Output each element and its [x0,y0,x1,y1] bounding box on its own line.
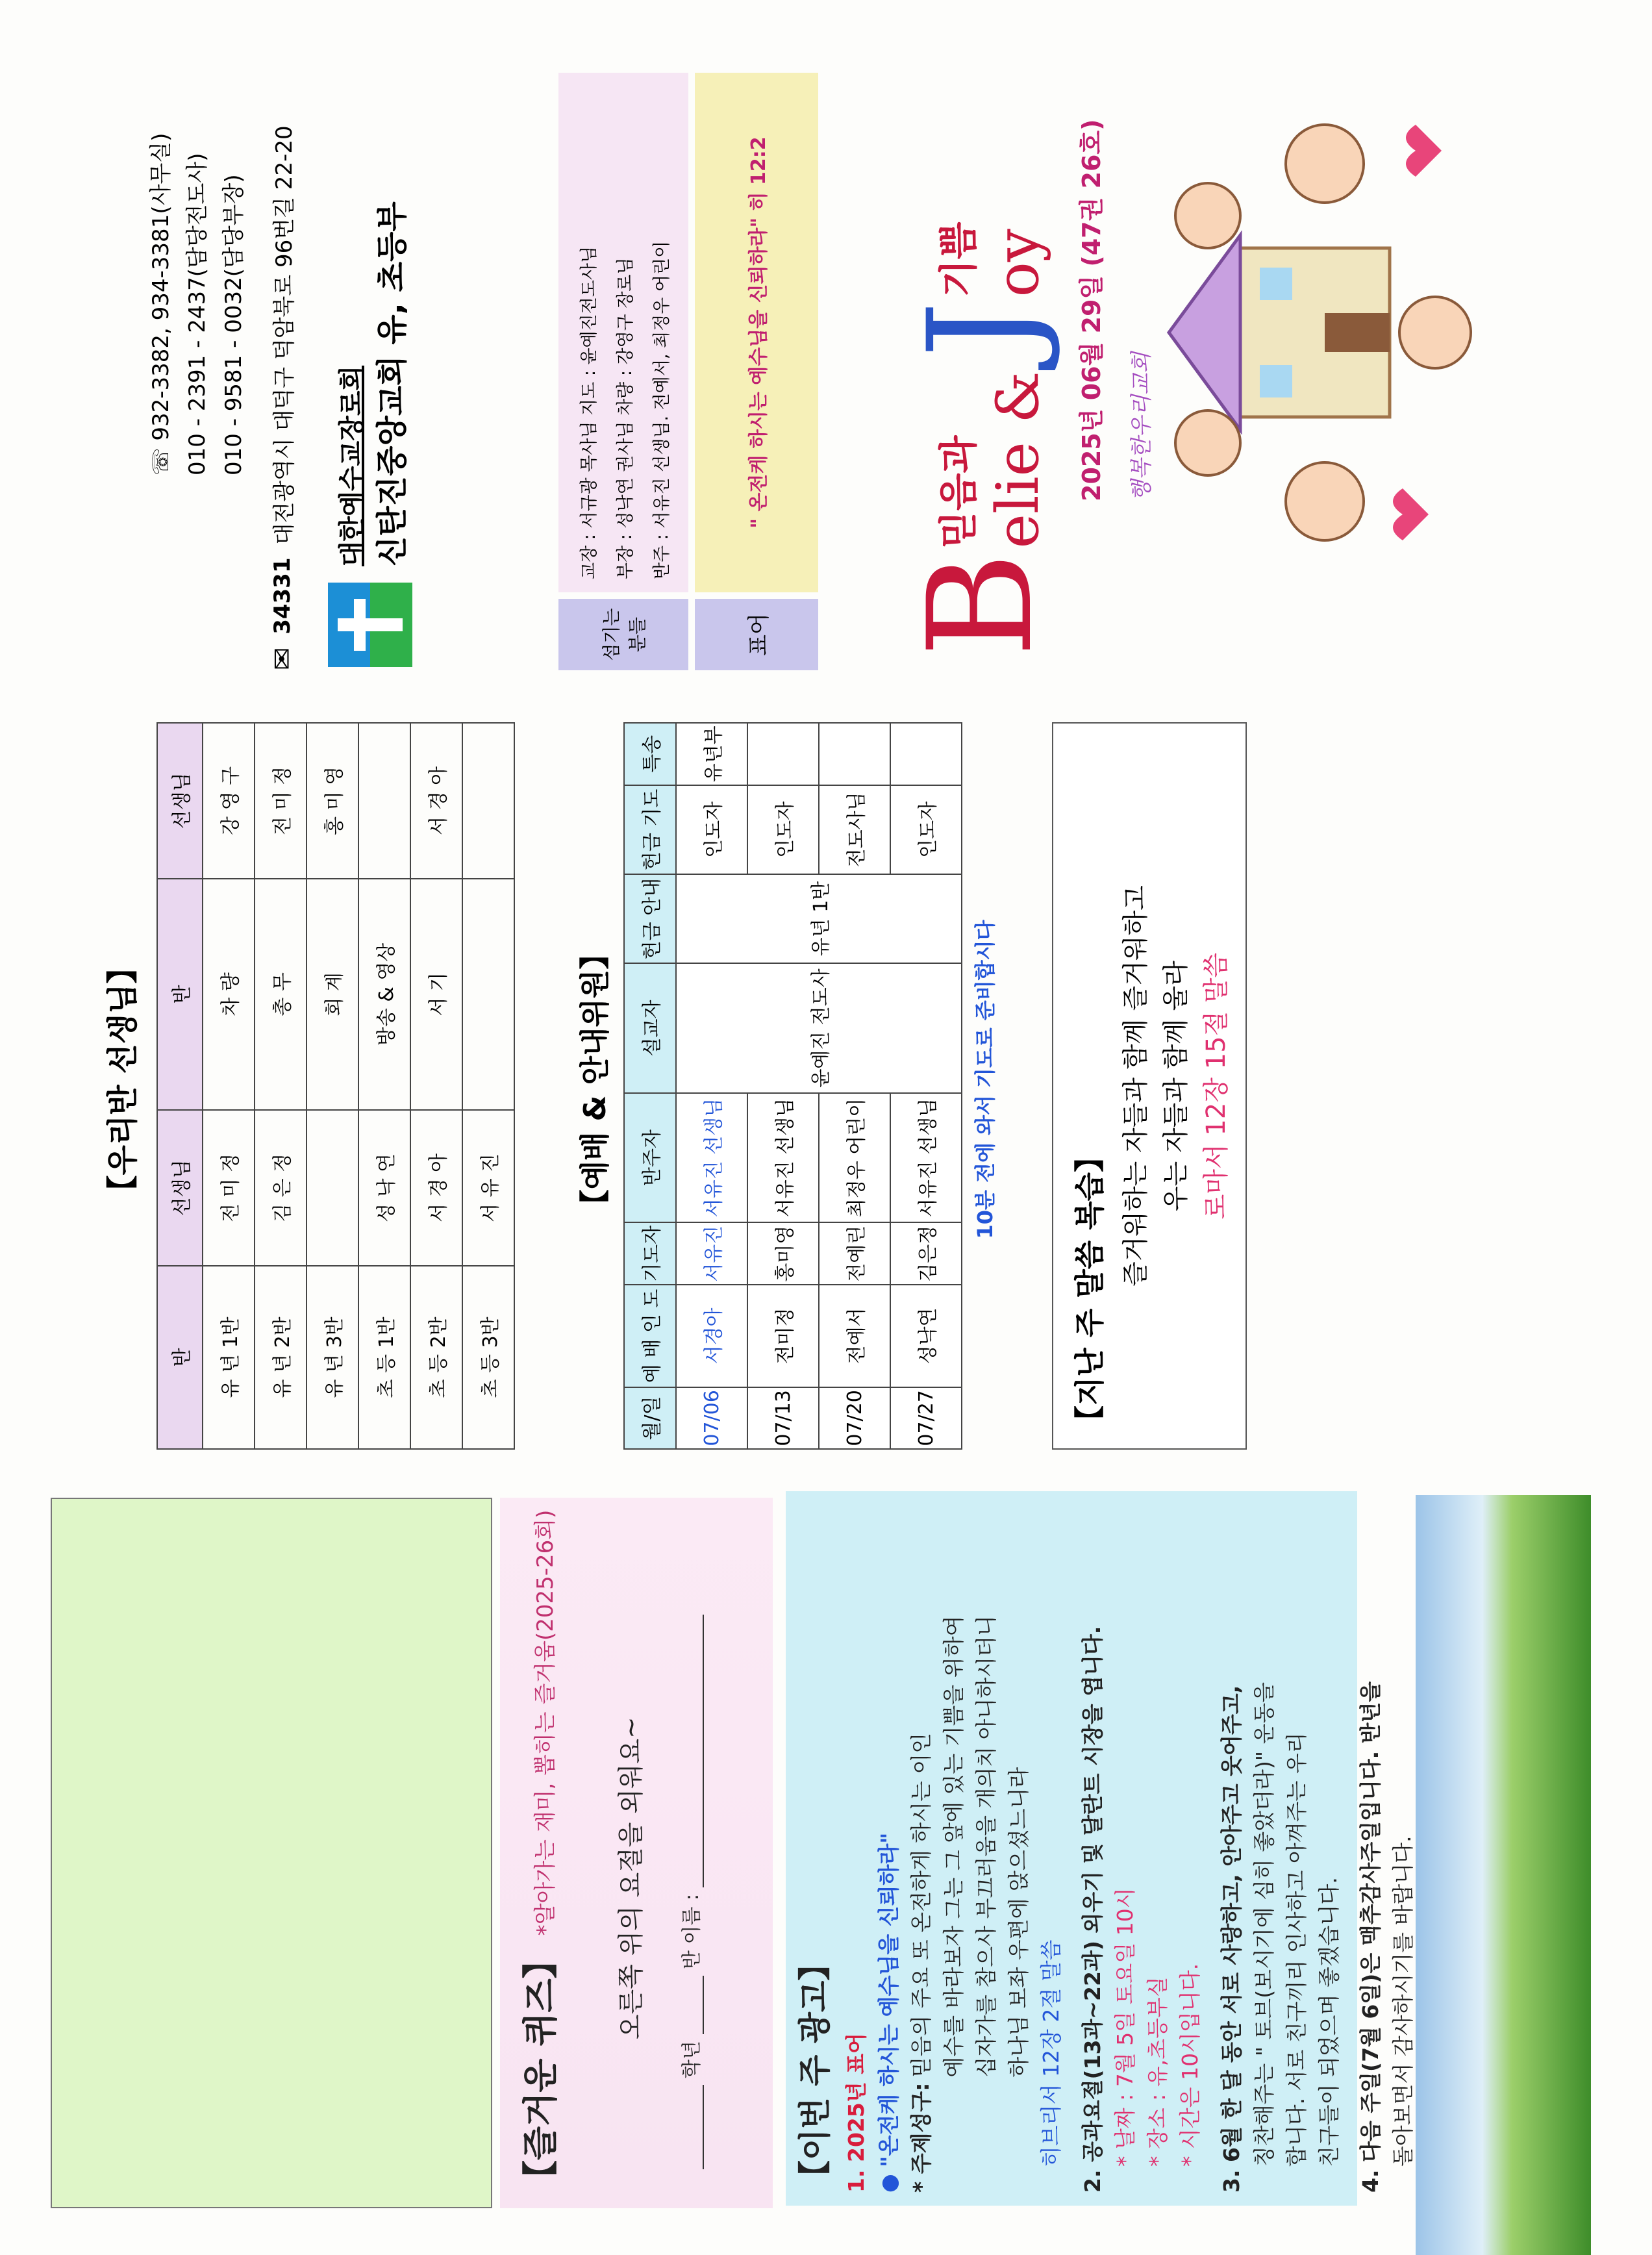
item4-line: 돌아보면서 감사하시기를 바랍니다. [1390,1835,1416,2167]
kids-house-illustration [1130,86,1494,579]
field-photo [1416,1495,1591,2255]
schedule-cell: 전예서 [819,1285,890,1387]
teachers-cell: 강 영 구 [203,723,255,879]
preacher-cell: 윤예진 전도사 [676,963,962,1093]
schedule-footer: 10분 전에 와서 기도로 준비합시다 [973,920,997,1239]
item4-line: 4. 다음 주일(7월 6일)은 맥추감사주일입니다. 반년을 [1358,1681,1383,2193]
title-elie: elie & [984,371,1052,549]
schedule-heading: 【예배 & 안내위원】 [577,939,612,1220]
church-name: 신탄진중앙교회 유, 초등부 [374,201,410,566]
schedule-cell: 서유진 선생님 [890,1093,962,1223]
masthead [896,47,1610,670]
teachers-header: 선생님 [157,1110,203,1266]
phone-icon: ☏ [148,440,174,475]
teachers-header: 반 [157,1266,203,1449]
kids-house-icon [1130,86,1494,579]
item3-line: 3. 6월 한 달 동안 서로 사랑하고, 안아주고 웃어주고, [1219,1685,1244,2193]
phone-office: 932-3382, 934-3381(사무실) [148,132,174,441]
teachers-cell: 서 경 아 [410,1110,462,1266]
teachers-row [462,723,514,1449]
special-cell [890,723,962,785]
item2-place: * 장소 : 유,초등부실 [1145,1976,1170,2167]
church-name-art: 행복한우리교회 [1129,352,1155,501]
special-cell [747,723,819,785]
mail-icon: ✉ [266,647,298,670]
item2-date: * 날짜 : 7월 5일 토요일 10시 [1112,1887,1138,2167]
schedule-header: 헌금 안내 [624,874,676,963]
teachers-header: 반 [157,879,203,1110]
schedule-section [571,709,1026,1450]
motto-label: 표어 [695,599,818,670]
schedule-cell: 김은정 [890,1222,962,1285]
teachers-cell: 서 경 아 [410,723,462,879]
item1-motto: "온전케 하시는 예수님을 신뢰하라" [876,1832,901,2167]
item3-line: 친구들이 되었으며 좋겠습니다. [1316,1877,1342,2167]
verse-line: 하나님 보좌 우편에 앉으셨느니라 [1006,1767,1031,2078]
title-letter-b: B [897,552,1064,657]
schedule-cell: 전미정 [747,1285,819,1387]
name-blank[interactable] [703,1615,704,1887]
phone-director: 010 - 9581 - 0032(담당부장) [221,174,247,475]
offering-prayer-cell: 인도자 [676,785,747,874]
quiz-note: *알아가는 재미, 뽑히는 즐거움(2025-26회) [532,1509,558,1936]
schedule-cell: 07/06 [676,1387,747,1449]
schedule-header: 월/일 [624,1387,676,1449]
title-letter-j: J [897,301,1064,359]
quiz-answer-box[interactable] [51,1498,492,2208]
serve-label: 섬기는 분들 [558,599,688,670]
grade-suffix: 학년 [681,2041,703,2078]
serve-line: 반주 : 서유진 선생님. 전예서, 최정우 어린이 [652,240,672,579]
motto-text: " 온전케 하시는 예수님을 신뢰하라" 히 12:2 [695,73,818,592]
denomination: 대한예수교장로회 [337,365,367,566]
address: 대전광역시 대덕구 덕암북로 96번길 22-20 [271,125,297,545]
teachers-row [203,723,255,1449]
schedule-header: 예 배 인 도 [624,1285,676,1387]
teachers-cell: 김 은 정 [255,1110,307,1266]
teachers-cell: 성 낙 연 [358,1110,410,1266]
grade-blank[interactable] [703,2085,704,2169]
offering-prayer-cell: 전도사님 [819,785,890,874]
teachers-cell: 총 무 [255,879,307,1110]
review-line: 우는 자들과 함께 울라 [1161,961,1191,1211]
teachers-cell: 초 등 1반 [358,1266,410,1449]
teachers-row [410,723,462,1449]
teachers-cell: 전 미 정 [255,723,307,879]
review-ref: 로마서 12장 15절 말씀 [1201,952,1231,1220]
teachers-cell: 차 량 [203,879,255,1110]
teachers-cell: 회 계 [307,879,358,1110]
item1-title: 1. 2025년 표어 [844,2033,869,2193]
verse-ref: 히브리서 12장 2절 말씀 [1038,1939,1064,2167]
schedule-cell: 서유진 선생님 [676,1093,747,1223]
teachers-cell: 초 등 3반 [462,1266,514,1449]
schedule-cell: 07/27 [890,1387,962,1449]
teachers-header: 선생님 [157,723,203,879]
teachers-cell: 전 미 정 [203,1110,255,1266]
zip-code: 34331 [269,557,295,635]
title-oy: oy [984,229,1052,297]
schedule-cell: 서경아 [676,1285,747,1387]
schedule-cell: 전예린 [819,1222,890,1285]
offering-prayer-cell: 인도자 [890,785,962,874]
schedule-header: 특송 [624,723,676,785]
offering-prayer-cell: 인도자 [747,785,819,874]
teachers-cell: 초 등 2반 [410,1266,462,1449]
teachers-cell [462,879,514,1110]
serve-line: 부장 : 성낙연 권사님 차량 : 강영구 장로님 [616,257,636,579]
teachers-cell: 유 년 2반 [255,1266,307,1449]
item2-time: * 시간은 10시입니다. [1177,1963,1203,2167]
teachers-cell: 유 년 1반 [203,1266,255,1449]
schedule-header: 설교자 [624,963,676,1093]
teachers-cell: 홍 미 영 [307,723,358,879]
verse-line: 예수를 바라보자 그는 그 앞에 있는 기쁨을 위하여 [941,1615,966,2078]
title-kor-joy: 기쁨 [936,221,982,297]
schedule-cell: 07/13 [747,1387,819,1449]
offering-guide-cell: 유년 1반 [676,874,962,963]
review-line: 즐거워하는 자들과 함께 즐거워하고 [1121,885,1151,1287]
title-kor-faith: 믿음과 [936,435,982,549]
schedule-header: 반주자 [624,1093,676,1223]
class-suffix: 반 이름 : [681,1893,703,1970]
announcements-section: 【이번 주 광고】 1. 2025년 표어 ● "온전케 하시는 예수님을 신뢰하라" * 주제성구: 믿음의 주요 또 온전하게 하시는 이인 예수를 바라보자 그는 그 앞에 있는 기쁨을 위하여 십자가를 참으사 부끄러움을 개의치 아니하시더니 하나님 보좌 우편에 앉으셨느니라 히브리서 12장 2절 말씀 2. 공과요절(13과~22과) 외우기 및 달란트 시장을 엽니다. * 날짜 : 7월 5일 토요일 10시 * 장소 : 유,초등부실 * 시간은 10시입니다. 3. 6월 한 달 동안 서로 사랑하고, 안아주고 웃어주고, 칭찬해주는 " 토브(보시기에 심히 좋았더라)" 운동을 합니다. 서로 친구끼리 인사하고 아껴주는 우리 친구들이 되었으며 좋겠습니다. 4. 다음 주일(7월 6일)은 맥추감사주일입니다. 반년을 돌아보면서 감사하시기를 바랍니다. [786,1491,1357,2206]
schedule-cell: 성낙연 [890,1285,962,1387]
verse-line: 믿음의 주요 또 온전하게 하시는 이인 [908,1732,934,2078]
verse-label: * 주제성구: [908,2082,934,2193]
schedule-row [676,723,747,1449]
teachers-cell: 유 년 3반 [307,1266,358,1449]
item2: 2. 공과요절(13과~22과) 외우기 및 달란트 시장을 엽니다. [1080,1626,1105,2193]
quiz-section [500,1498,773,2208]
teachers-row [255,723,307,1449]
class-blank[interactable] [703,1976,704,2034]
schedule-header: 기도자 [624,1222,676,1285]
schedule-cell: 최정우 어린이 [819,1093,890,1223]
schedule-cell: 서유진 선생님 [747,1093,819,1223]
schedule-cell: 서유진 [676,1222,747,1285]
teachers-row [358,723,410,1449]
item3-line: 합니다. 서로 친구끼리 인사하고 아껴주는 우리 [1284,1732,1309,2167]
review-heading: 【지난 주 말씀 복습】 [1072,1142,1107,1435]
special-cell [819,723,890,785]
teachers-row [307,723,358,1449]
schedule-table [623,722,962,1450]
teachers-section [97,709,545,1450]
schedule-header: 헌금 기도 [624,785,676,874]
schedule-cell: 홍미영 [747,1222,819,1285]
teachers-cell: 서 유 진 [462,1110,514,1266]
special-cell: 유년부 [676,723,747,785]
schedule-cell: 07/20 [819,1387,890,1449]
serve-line: 교장 : 서규광 목사님 지도 : 윤예진전도사님 [579,246,599,579]
teachers-heading: 【우리반 선생님】 [105,952,141,1207]
quiz-question: 오른쪽 위의 요절을 외워요~ [616,1717,646,2039]
announce-heading: 【이번 주 광고】 [796,1948,834,2193]
teachers-table [156,722,515,1450]
teachers-cell [358,723,410,879]
teachers-cell [307,1110,358,1266]
teachers-cell: 서 기 [410,879,462,1110]
issue-date: 2025년 06월 29일 (47권 26호) [1077,119,1106,501]
verse-line: 십자가를 참으사 부끄러움을 개의치 아니하시더니 [973,1615,999,2078]
church-info [26,47,442,670]
teachers-cell: 방송 & 영상 [358,879,410,1110]
review-section [1052,722,1247,1450]
quiz-heading: 【즐거운 퀴즈】 [520,1943,561,2195]
phone-evangelist: 010 - 2391 - 2437(담당전도사) [184,153,210,475]
teachers-cell [462,723,514,879]
item3-line: 칭찬해주는 " 토브(보시기에 심히 좋았더라)" 운동을 [1251,1682,1277,2167]
church-logo-icon [325,579,416,670]
